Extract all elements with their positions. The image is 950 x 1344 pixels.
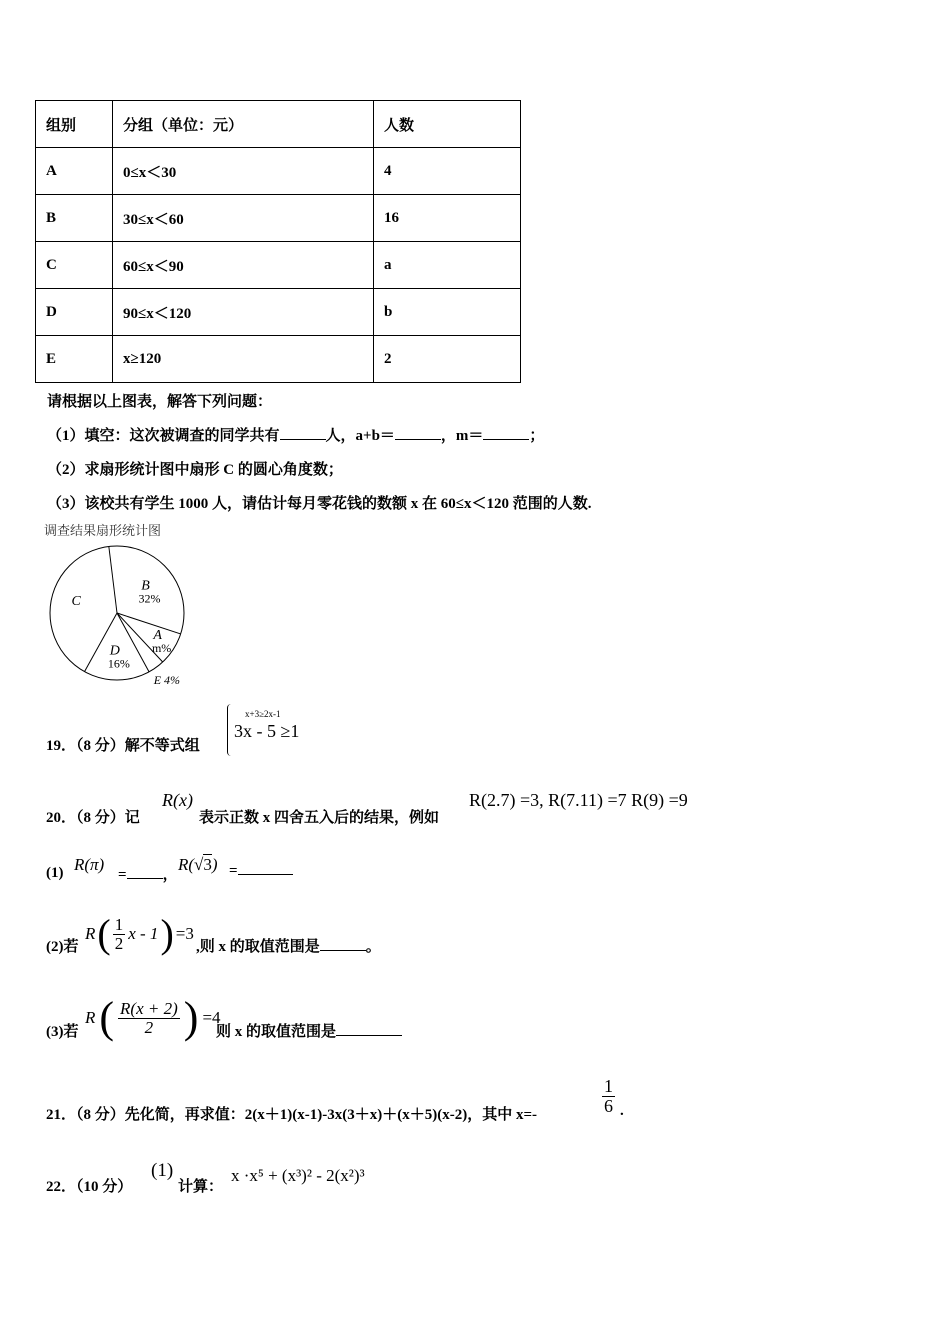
q18-part1-text-d: ； xyxy=(529,428,545,444)
header-cell: 组别 xyxy=(36,101,113,148)
q18-part1-text-b: 人，a+b＝ xyxy=(325,428,395,444)
table-cell: x≥120 xyxy=(113,336,374,383)
table-cell: D xyxy=(36,289,113,336)
system-brace xyxy=(227,704,232,756)
blank-line xyxy=(395,438,441,440)
pie-label-d: D xyxy=(109,643,120,659)
blank-line xyxy=(320,949,366,951)
q20-example: R(2.7) =3, R(7.11) =7 R(9) =9 xyxy=(469,790,688,810)
q18-intro: 请根据以上图表，解答下列问题： xyxy=(47,394,273,410)
q20-part1-eq2 xyxy=(229,863,293,880)
q21-end: . xyxy=(620,1103,624,1119)
fraction-half xyxy=(113,916,126,953)
q20-R-pi: R(π) xyxy=(74,855,105,874)
pie-label-a: A xyxy=(153,627,162,643)
blank-line xyxy=(483,438,529,440)
equals-sign: = xyxy=(229,863,238,879)
q18-part2: （2）求扇形统计图中扇形 C 的圆心角度数； xyxy=(47,462,343,478)
q20-part2-label: (2)若 xyxy=(46,939,79,955)
left-paren: ( xyxy=(99,993,115,1042)
pie-slice-boundary-b xyxy=(109,546,117,613)
pie-value-a: m% xyxy=(151,640,172,655)
fraction-numerator: R(x + 2) xyxy=(120,998,178,1018)
comma: ， xyxy=(162,867,178,883)
table-row xyxy=(36,289,521,336)
fraction-one-sixth xyxy=(602,1077,615,1116)
right-paren: ) xyxy=(183,993,199,1042)
pie-chart xyxy=(40,538,220,690)
period: 。 xyxy=(365,939,381,955)
q20-R-sqrt3 xyxy=(178,855,218,875)
pie-value-d: 16% xyxy=(107,656,130,671)
table-cell: C xyxy=(36,242,113,289)
R-symbol: R xyxy=(85,1008,96,1027)
left-paren: ( xyxy=(97,911,111,956)
chart-title: 调查结果扇形统计图 xyxy=(44,524,162,539)
pie-value-b: 32% xyxy=(138,591,161,606)
q20-part3-expr xyxy=(85,992,221,1044)
range-text: 则 x 的取值范围是 xyxy=(216,1024,337,1040)
table-cell: b xyxy=(374,289,521,336)
table-cell: 60≤x＜90 xyxy=(113,242,374,289)
q20-part3-label: (3)若 xyxy=(46,1024,79,1040)
fraction-denominator: 2 xyxy=(114,933,124,953)
blank-line xyxy=(238,873,293,875)
q20-prefix: 20．（8 分）记 xyxy=(46,810,140,826)
table-cell: 2 xyxy=(374,336,521,383)
pie-label-b: B xyxy=(141,578,150,594)
fraction-R xyxy=(118,1000,180,1037)
q18-part1-text-a: （1）填空：这次被调查的同学共有 xyxy=(47,428,280,444)
table-row xyxy=(36,242,521,289)
fraction-numerator: 1 xyxy=(114,914,124,934)
blank-line xyxy=(336,1034,402,1036)
q18-part1 xyxy=(47,424,544,445)
q21-text: 21．（8 分）先化简，再求值：2(x＋1)(x-1)-3x(3＋x)＋(x＋5)(x-2)，其中 x=- xyxy=(46,1107,537,1123)
fraction-numerator: 1 xyxy=(604,1076,613,1096)
table-row xyxy=(36,336,521,383)
sqrt-radicand: 3 xyxy=(203,855,212,874)
R-symbol: R xyxy=(85,924,96,943)
table-cell: 30≤x＜60 xyxy=(113,195,374,242)
q22-part-label: (1) xyxy=(151,1160,174,1181)
table-cell: 4 xyxy=(374,148,521,195)
table-row xyxy=(36,148,521,195)
q20-Rx: R(x) xyxy=(162,790,193,810)
data-table xyxy=(35,100,521,383)
equals-sign: = xyxy=(118,867,127,883)
pie-label-e: E 4% xyxy=(153,672,181,687)
table-cell: A xyxy=(36,148,113,195)
q20-part2-expr xyxy=(85,910,194,958)
q22-calc: 计算： xyxy=(178,1179,224,1195)
q21-fraction xyxy=(602,1077,615,1116)
pie-label-c: C xyxy=(71,594,81,610)
table-cell: 16 xyxy=(374,195,521,242)
sqrt-prefix: R( xyxy=(178,855,195,874)
sqrt-suffix: ) xyxy=(211,855,218,874)
q18-part3: （3）该校共有学生 1000 人，请估计每月零花钱的数额 x 在 60≤x＜120 范围的人数. xyxy=(47,496,592,512)
table-cell: a xyxy=(374,242,521,289)
blank-line xyxy=(280,438,326,440)
q19-prefix: 19．（8 分）解不等式组 xyxy=(46,738,200,754)
q19-inequality-2: 3x - 5 ≥1 xyxy=(234,721,300,741)
table-row xyxy=(36,195,521,242)
sqrt-icon: √ xyxy=(194,855,204,874)
q22-expression: x ·x⁵ + (x³)² - 2(x²)³ xyxy=(231,1166,365,1185)
table-cell: B xyxy=(36,195,113,242)
table-header-row xyxy=(36,101,521,148)
q20-part2-tail xyxy=(196,935,381,956)
q20-part1-label: (1) xyxy=(46,865,64,881)
blank-line xyxy=(127,877,163,879)
table-cell: 0≤x＜30 xyxy=(113,148,374,195)
q19-inequality-1: x+3≥2x-1 xyxy=(245,709,281,719)
q20-desc: 表示正数 x 四舍五入后的结果，例如 xyxy=(199,810,440,826)
q22-prefix: 22．（10 分） xyxy=(46,1179,133,1195)
q18-part1-text-c: ，m＝ xyxy=(440,428,484,444)
q20-part1-eq1 xyxy=(118,863,178,884)
range-text: ,则 x 的取值范围是 xyxy=(196,939,320,955)
right-paren: ) xyxy=(160,911,174,956)
table-cell: E xyxy=(36,336,113,383)
table-cell: 90≤x＜120 xyxy=(113,289,374,336)
expr-rest: x - 1 xyxy=(128,924,159,943)
fraction-denominator: 2 xyxy=(144,1017,154,1037)
fraction-denominator: 6 xyxy=(604,1095,613,1116)
equals-three: =3 xyxy=(175,924,194,943)
equals-four: =4 xyxy=(202,1008,221,1027)
header-cell: 分组（单位：元） xyxy=(113,101,374,148)
header-cell: 人数 xyxy=(374,101,521,148)
q20-part3-tail xyxy=(216,1020,402,1041)
